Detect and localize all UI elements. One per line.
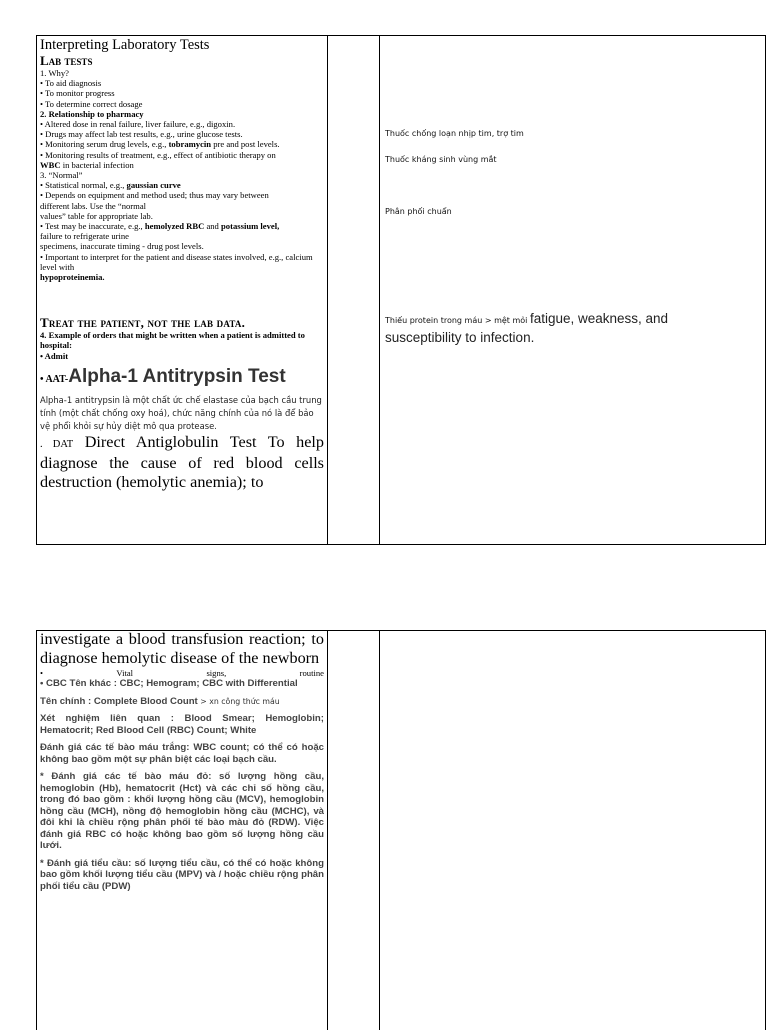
- normal-heading: 3. “Normal”: [40, 170, 83, 181]
- list-item: • Important to interpret for the patient and disease states involved, e.g., calcium level with: [40, 251, 313, 272]
- aat-prefix: • AAT-: [40, 373, 69, 385]
- why-heading: 1. Why?: [40, 68, 69, 78]
- vitals-line: • Vital signs, routine: [40, 668, 324, 678]
- cbc-main-name: Tên chính : Complete Blood Count > xn công thức máu: [40, 695, 280, 707]
- treat-heading: Treat the patient, not the lab data.: [40, 315, 246, 331]
- list-item: • To aid diagnosis: [40, 78, 102, 89]
- cbc-related-tests: Xét nghiệm liên quan : Blood Smear; Hemoglobin; Hematocrit; Red Blood Cell (RBC) Count; White: [40, 713, 324, 736]
- notes-table-top: [36, 35, 766, 545]
- list-item: • Monitoring results of treatment, e.g., effect of antibiotic therapy on WBC in bacterial infection: [40, 149, 276, 170]
- list-item: failure to refrigerate urine: [40, 231, 129, 242]
- dat-paragraph: . DAT Direct Antiglobulin Test To help diagnose the cause of red blood cells destruction (hemolytic anemia); to: [40, 432, 324, 491]
- column-divider: [379, 631, 380, 1030]
- column-divider: [327, 36, 328, 544]
- why-section: [40, 68, 324, 282]
- list-item: different labs. Use the “normal: [40, 200, 147, 211]
- column-divider: [327, 631, 328, 1030]
- main-notes-cell: [40, 36, 324, 492]
- list-item: • Admit: [40, 350, 69, 361]
- annotation-note: Phân phối chuẩn: [385, 207, 452, 216]
- aat-title: Alpha-1 Antitrypsin Test: [68, 365, 286, 387]
- column-divider: [379, 36, 380, 544]
- list-item: • Drugs may affect lab test results, e.g., urine glucose tests.: [40, 129, 243, 140]
- list-item: • Altered dose in renal failure, liver failure, e.g., digoxin.: [40, 119, 236, 130]
- list-item: • Test may be inaccurate, e.g., hemolyzed RBC and potassium level,: [40, 221, 280, 232]
- annotation-note: Thuốc chống loạn nhịp tim, trợ tim: [385, 129, 524, 138]
- list-item: • To monitor progress: [40, 88, 115, 99]
- pharmacy-heading: 2. Relationship to pharmacy: [40, 108, 144, 119]
- list-item: • Statistical normal, e.g., gaussian curve: [40, 180, 181, 191]
- cbc-other-names: • CBC Tên khác : CBC; Hemogram; CBC with Differential: [40, 678, 298, 689]
- list-item: • To determine correct dosage: [40, 98, 143, 109]
- list-item: hypoproteinemia.: [40, 272, 105, 283]
- page-title: Interpreting Laboratory Tests: [40, 37, 210, 53]
- cbc-platelet-paragraph: * Đánh giá tiểu cầu: số lượng tiểu cầu, có thể có hoặc không bao gồm khối lượng tiểu cầu (MPV) và / hoặc chiều rộng phân phối tiểu cầu (PDW): [40, 857, 324, 892]
- continuation-paragraph: investigate a blood transfusion reaction; to diagnose hemolytic disease of the newborn: [40, 631, 324, 667]
- list-item: • Depends on equipment and method used; thus may vary between: [40, 190, 269, 201]
- list-item: specimens, inaccurate timing - drug post levels.: [40, 241, 204, 252]
- notes-table-bottom: [36, 630, 766, 1030]
- annotation-note: Thuốc kháng sinh vùng mắt: [385, 155, 497, 164]
- cbc-rbc-paragraph: * Đánh giá các tế bào máu đỏ: số lượng hồng cầu, hemoglobin (Hb), hematocrit (Hct) và các chỉ số hồng cầu, trong đó bao gồm : khối lượng hồng cầu (MCV), hemoglobin hồng cầu (MCH), nồng độ hemoglobin hồng cầu (MCHC), và đôi khi là chiều rộng phân phối tế bào màu đỏ (RDW). Việc đánh giá RBC có hoặc không bao gồm số lượng hồng cầu lưới.: [40, 771, 324, 851]
- aat-description: Alpha-1 antitrypsin là một chất ức chế elastase của bạch cầu trung tính (một chất chống oxy hoá), chức năng chính của nó là để bảo vệ phổi khỏi sự hủy diệt mô qua protease.: [40, 394, 322, 431]
- orders-heading: 4. Example of orders that might be written when a patient is admitted to hospital:: [40, 330, 305, 351]
- annotation-note: Thiếu protein trong máu > mệt mỏi fatigue, weakness, and susceptibility to infection.: [385, 311, 669, 345]
- cbc-wbc-paragraph: Đánh giá các tế bào máu trắng: WBC count; có thể có hoặc không bao gồm một sự phân biệt các loại bạch cầu.: [40, 742, 324, 765]
- list-item: • Monitoring serum drug levels, e.g., tobramycin pre and post levels.: [40, 139, 280, 150]
- aat-heading: [40, 364, 324, 393]
- list-item: values” table for appropriate lab.: [40, 210, 153, 221]
- main-notes-cell: [40, 631, 324, 892]
- orders-section: [40, 330, 324, 361]
- lab-tests-heading: Lab tests: [40, 53, 93, 68]
